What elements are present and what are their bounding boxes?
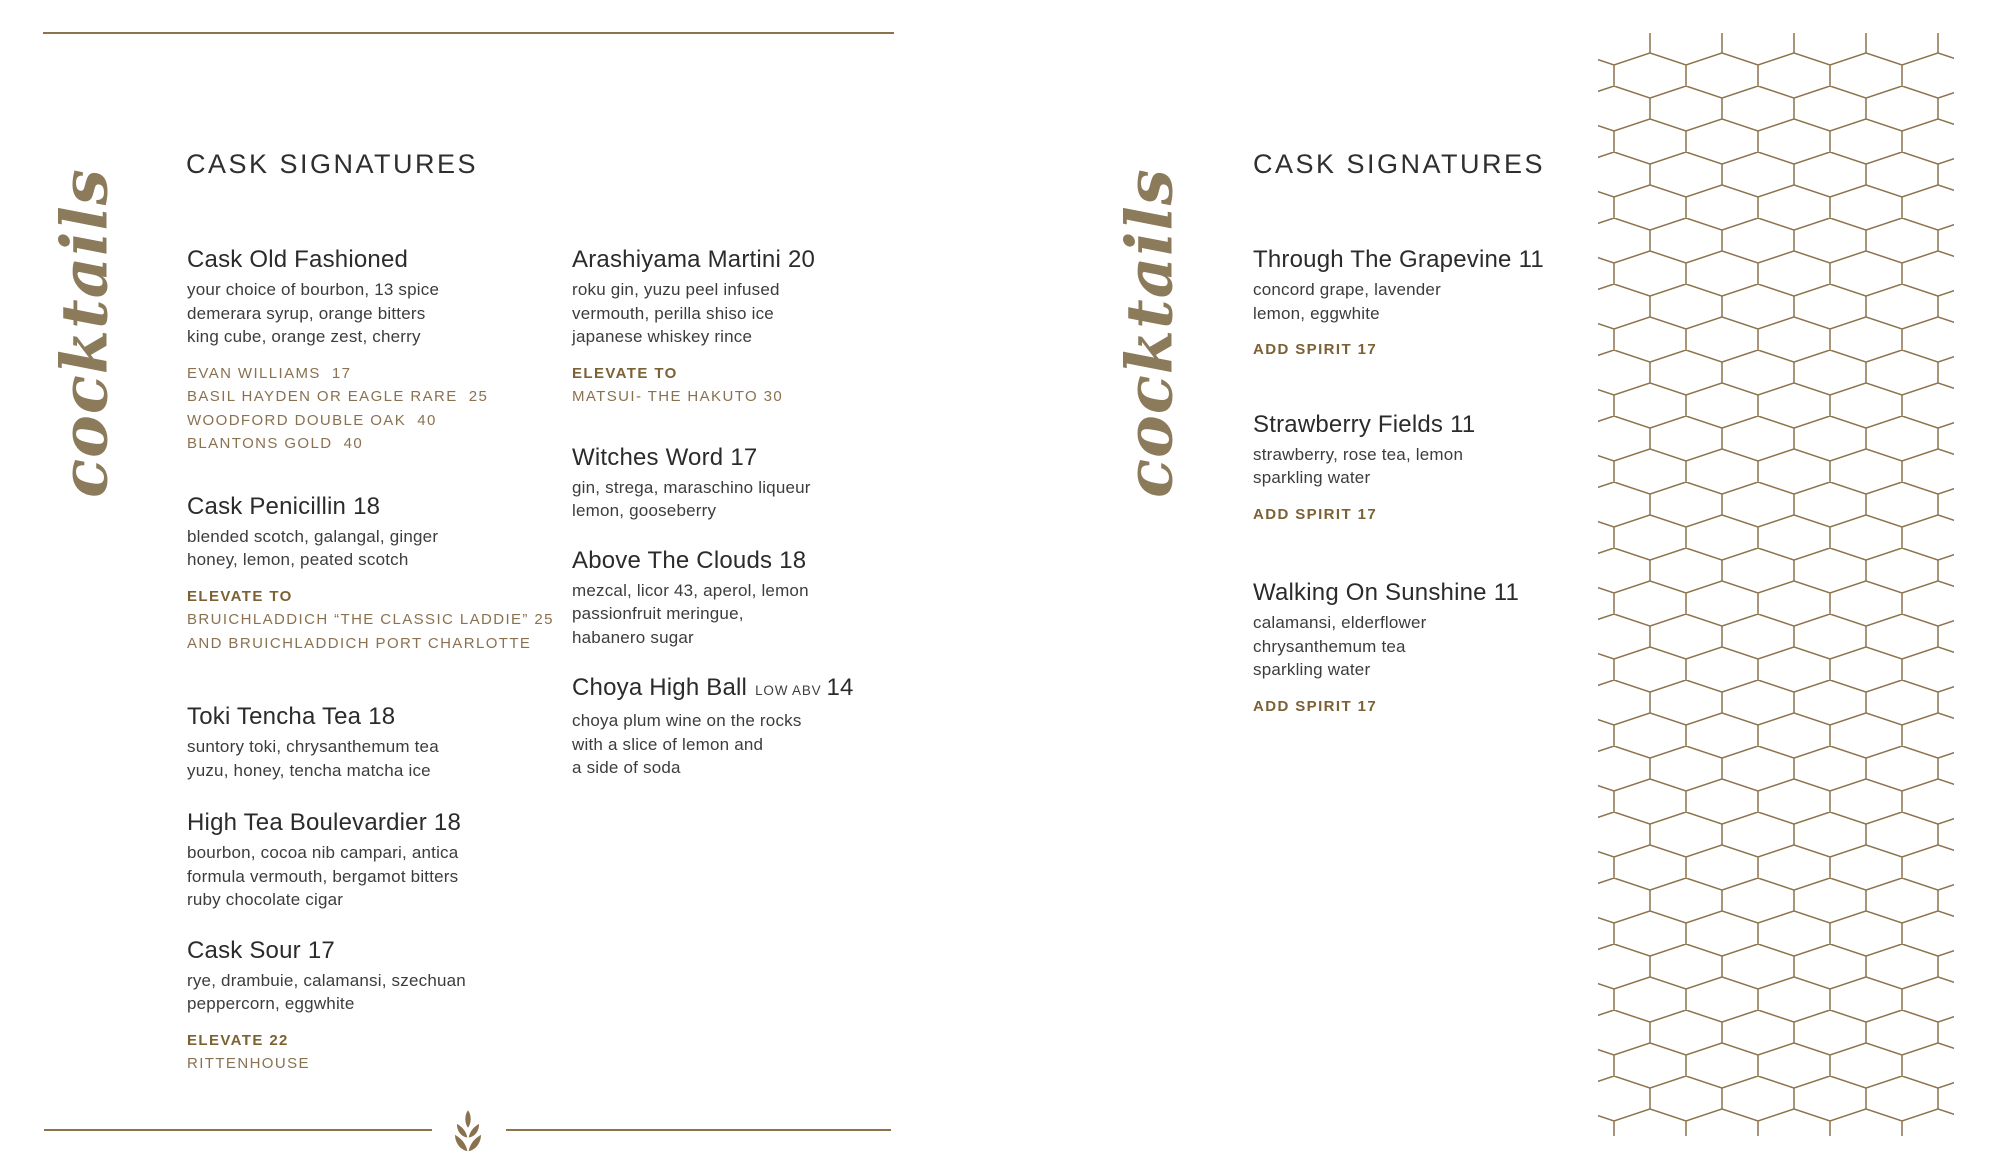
note-heading: ADD SPIRIT 17 — [1253, 697, 1378, 715]
left-menu-column-2 — [572, 245, 944, 810]
description-line: lemon, eggwhite — [1253, 303, 1380, 323]
item-name-text: Toki Tencha Tea — [187, 703, 362, 730]
note-line: EVAN WILLIAMS 17 — [187, 364, 352, 382]
item-price: 11 — [1493, 579, 1520, 606]
description-line: peppercorn, eggwhite — [187, 994, 355, 1013]
description-line: your choice of bourbon, 13 spice — [187, 280, 440, 299]
description-line: blended scotch, galangal, ginger — [187, 526, 439, 546]
description-line: yuzu, honey, tencha matcha ice — [187, 760, 431, 780]
item-description — [1253, 443, 1625, 490]
item-description — [187, 969, 559, 1016]
item-price: 18 — [433, 809, 462, 836]
left-menu-column-1 — [187, 245, 559, 1106]
description-line: demerara syrup, orange bitters — [187, 303, 426, 323]
item-name-text: Choya High Ball — [572, 674, 748, 701]
note-heading: ADD SPIRIT 17 — [1253, 341, 1378, 358]
item-name-text: High Tea Boulevardier — [187, 809, 427, 836]
left-section-title: CASK SIGNATURES — [186, 149, 479, 179]
item-note — [187, 362, 559, 456]
description-line: rye, drambuie, calamansi, szechuan — [187, 970, 466, 990]
item-note — [187, 1029, 559, 1076]
description-line: choya plum wine on the rocks — [572, 711, 802, 730]
description-line: king cube, orange zest, cherry — [187, 327, 421, 346]
item-name — [1253, 410, 1625, 440]
right-page-vertical-label: cocktails — [1112, 168, 1188, 498]
note-heading: ELEVATE TO — [572, 364, 678, 382]
item-name-text: Cask Old Fashioned — [187, 246, 409, 273]
description-line: sparkling water — [1253, 468, 1371, 487]
menu-item — [187, 492, 559, 656]
item-name-text: Arashiyama Martini — [572, 246, 781, 273]
item-name-text: Walking On Sunshine — [1253, 579, 1487, 606]
item-name — [187, 936, 559, 966]
description-line: habanero sugar — [572, 627, 694, 647]
note-line: MATSUI- THE HAKUTO 30 — [572, 388, 784, 405]
item-name-text: Strawberry Fields — [1253, 410, 1444, 438]
item-name — [572, 245, 944, 275]
description-line: calamansi, elderflower — [1253, 613, 1427, 632]
item-price: 20 — [788, 246, 816, 273]
item-abv-tag: LOW ABV — [755, 683, 822, 698]
item-note — [1253, 695, 1625, 719]
bottom-rule-right-segment — [506, 1129, 891, 1131]
item-price: 18 — [779, 546, 807, 574]
menu-item — [572, 673, 944, 780]
menu-item — [572, 443, 944, 523]
description-line: a side of soda — [572, 758, 681, 777]
item-name — [187, 245, 559, 275]
description-line: mezcal, licor 43, aperol, lemon — [572, 580, 809, 600]
item-name-text: Above The Clouds — [572, 546, 773, 574]
description-line: chrysanthemum tea — [1253, 636, 1406, 656]
item-note — [1253, 503, 1625, 527]
wheat-sprig-icon — [455, 1110, 481, 1152]
right-menu-column-1 — [1253, 245, 1625, 748]
description-line: honey, lemon, peated scotch — [187, 550, 409, 569]
description-line: with a slice of lemon and — [572, 734, 764, 754]
item-name — [187, 808, 559, 838]
menu-item — [187, 702, 559, 782]
honeycomb-pattern — [1598, 33, 1954, 1136]
item-name-text: Cask Penicillin — [187, 492, 347, 520]
item-description — [572, 709, 944, 780]
note-heading: ELEVATE 22 — [187, 1031, 289, 1049]
item-price: 14 — [826, 674, 854, 701]
menu-item — [572, 245, 944, 409]
item-name — [572, 546, 944, 576]
item-name — [572, 443, 944, 473]
item-name — [187, 492, 559, 522]
item-description — [572, 579, 944, 650]
menu-item — [187, 936, 559, 1076]
note-line: WOODFORD DOUBLE OAK 40 — [187, 411, 437, 429]
description-line: ruby chocolate cigar — [187, 890, 344, 909]
item-price: 11 — [1450, 410, 1476, 438]
description-line: sparkling water — [1253, 660, 1371, 679]
top-rule — [43, 32, 894, 34]
description-line: vermouth, perilla shiso ice — [572, 303, 774, 323]
item-description — [187, 525, 559, 572]
item-name-text: Witches Word — [572, 443, 724, 471]
item-name — [1253, 245, 1625, 275]
description-line: formula vermouth, bergamot bitters — [187, 866, 459, 886]
item-description — [572, 476, 944, 523]
description-line: bourbon, cocoa nib campari, antica — [187, 843, 459, 862]
item-note — [572, 362, 944, 409]
item-name — [1253, 578, 1625, 608]
item-description — [1253, 278, 1625, 325]
item-price: 17 — [730, 443, 758, 471]
description-line: passionfruit meringue, — [572, 604, 744, 623]
item-price: 18 — [368, 703, 396, 730]
menu-item — [1253, 578, 1625, 718]
menu-item — [572, 546, 944, 650]
left-page-vertical-label: cocktails — [47, 168, 123, 498]
description-line: lemon, gooseberry — [572, 501, 717, 520]
note-line: BASIL HAYDEN OR EAGLE RARE 25 — [187, 388, 489, 405]
description-line: suntory toki, chrysanthemum tea — [187, 737, 439, 756]
description-line: roku gin, yuzu peel infused — [572, 280, 780, 299]
item-name-text: Cask Sour — [187, 936, 301, 964]
item-note — [1253, 338, 1625, 362]
menu-item — [187, 808, 559, 912]
item-price: 18 — [353, 492, 381, 520]
note-heading: ELEVATE TO — [187, 587, 293, 605]
item-description — [1253, 611, 1625, 682]
menu-item — [1253, 410, 1625, 527]
item-price: 11 — [1518, 246, 1544, 273]
item-price: 17 — [307, 936, 335, 964]
note-line: AND BRUICHLADDICH PORT CHARLOTTE — [187, 634, 532, 652]
item-name-text: Through The Grapevine — [1253, 246, 1512, 273]
menu-item — [187, 245, 559, 456]
item-description — [187, 735, 559, 782]
note-line: RITTENHOUSE — [187, 1055, 310, 1072]
description-line: strawberry, rose tea, lemon — [1253, 444, 1464, 464]
description-line: gin, strega, maraschino liqueur — [572, 477, 811, 497]
menu-item — [1253, 245, 1625, 362]
item-name — [572, 673, 944, 706]
item-description — [187, 841, 559, 912]
note-line: BRUICHLADDICH “THE CLASSIC LADDIE” 25 — [187, 611, 554, 628]
item-description — [572, 278, 944, 349]
description-line: concord grape, lavender — [1253, 280, 1441, 299]
item-description — [187, 278, 559, 349]
item-name — [187, 702, 559, 732]
right-section-title: CASK SIGNATURES — [1253, 149, 1546, 179]
description-line: japanese whiskey rince — [572, 327, 753, 346]
item-note — [187, 585, 559, 656]
bottom-rule-left-segment — [44, 1129, 432, 1131]
note-line: BLANTONS GOLD 40 — [187, 435, 364, 452]
note-heading: ADD SPIRIT 17 — [1253, 505, 1378, 523]
